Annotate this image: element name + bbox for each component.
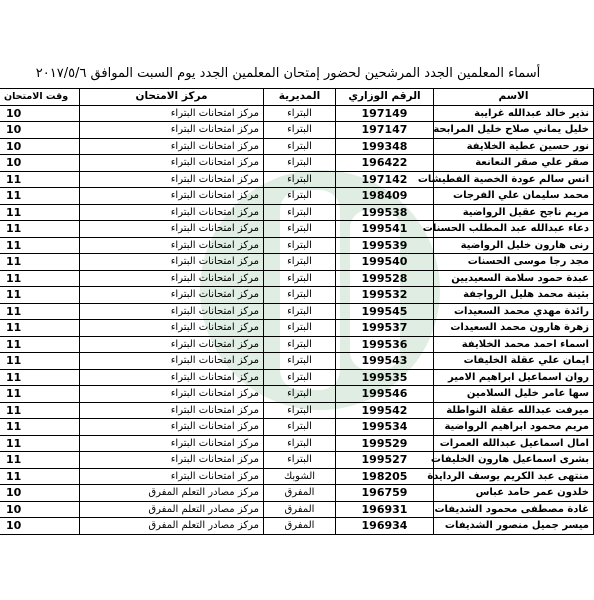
cell-name: غادة مصطفى محمود الشديفات bbox=[434, 501, 594, 518]
cell-name: ميرفت عبدالله عقلة النواطلة bbox=[434, 402, 594, 419]
cell-number: 199528 bbox=[336, 270, 434, 287]
cell-center: مركز امتحانات البتراء bbox=[80, 468, 264, 485]
table-header-row bbox=[0, 89, 594, 106]
cell-directorate: المفرق bbox=[264, 485, 336, 502]
cell-time: 11 bbox=[0, 287, 80, 304]
cell-center: مركز مصادر التعلم المفرق bbox=[80, 518, 264, 535]
cell-time: 11 bbox=[0, 303, 80, 320]
cell-center: مركز امتحانات البتراء bbox=[80, 402, 264, 419]
table-row bbox=[0, 369, 594, 386]
cell-directorate: الشوبك bbox=[264, 468, 336, 485]
cell-directorate: البتراء bbox=[264, 369, 336, 386]
cell-number: 197147 bbox=[336, 122, 434, 139]
cell-time: 11 bbox=[0, 402, 80, 419]
table-row bbox=[0, 435, 594, 452]
cell-name: منتهى عبد الكريم يوسف الردايدة bbox=[434, 468, 594, 485]
cell-number: 197149 bbox=[336, 105, 434, 122]
cell-number: 199348 bbox=[336, 138, 434, 155]
cell-name: مجد رجا موسى الحسنات bbox=[434, 254, 594, 271]
table-row bbox=[0, 171, 594, 188]
cell-directorate: البتراء bbox=[264, 402, 336, 419]
cell-time: 11 bbox=[0, 369, 80, 386]
cell-time: 11 bbox=[0, 237, 80, 254]
cell-center: مركز مصادر التعلم المفرق bbox=[80, 501, 264, 518]
cell-center: مركز امتحانات البتراء bbox=[80, 171, 264, 188]
cell-time: 11 bbox=[0, 270, 80, 287]
cell-directorate: البتراء bbox=[264, 138, 336, 155]
header-time: وقت الامتحان bbox=[0, 89, 80, 106]
cell-number: 199540 bbox=[336, 254, 434, 271]
cell-number: 199539 bbox=[336, 237, 434, 254]
cell-name: زهرة هارون محمد السعيدات bbox=[434, 320, 594, 337]
header-center: مركز الامتحان bbox=[80, 89, 264, 106]
cell-center: مركز امتحانات البتراء bbox=[80, 369, 264, 386]
cell-center: مركز امتحانات البتراء bbox=[80, 270, 264, 287]
table-row bbox=[0, 270, 594, 287]
cell-directorate: البتراء bbox=[264, 419, 336, 436]
cell-time: 10 bbox=[0, 485, 80, 502]
cell-center: مركز امتحانات البتراء bbox=[80, 287, 264, 304]
cell-time: 10 bbox=[0, 138, 80, 155]
cell-time: 11 bbox=[0, 419, 80, 436]
cell-directorate: المفرق bbox=[264, 518, 336, 535]
cell-directorate: البتراء bbox=[264, 188, 336, 205]
cell-time: 11 bbox=[0, 386, 80, 403]
table-row bbox=[0, 155, 594, 172]
cell-time: 10 bbox=[0, 105, 80, 122]
table-row bbox=[0, 353, 594, 370]
cell-directorate: البتراء bbox=[264, 171, 336, 188]
cell-name: رائدة مهدي محمد السعيدات bbox=[434, 303, 594, 320]
table-row bbox=[0, 336, 594, 353]
cell-name: ايمان علي عقلة الخليفات bbox=[434, 353, 594, 370]
cell-name: انس سالم عودة الخصية الفطيشات bbox=[434, 171, 594, 188]
cell-name: مريم ناجح عقيل الرواضية bbox=[434, 204, 594, 221]
cell-time: 11 bbox=[0, 320, 80, 337]
cell-directorate: البتراء bbox=[264, 386, 336, 403]
cell-time: 11 bbox=[0, 171, 80, 188]
cell-center: مركز امتحانات البتراء bbox=[80, 435, 264, 452]
table-row bbox=[0, 221, 594, 238]
cell-number: 196934 bbox=[336, 518, 434, 535]
cell-center: مركز امتحانات البتراء bbox=[80, 336, 264, 353]
cell-number: 199537 bbox=[336, 320, 434, 337]
cell-name: رنى هارون خليل الرواضية bbox=[434, 237, 594, 254]
cell-center: مركز امتحانات البتراء bbox=[80, 122, 264, 139]
cell-name: دعاء عبدالله عبد المطلب الحسنات bbox=[434, 221, 594, 238]
cell-directorate: البتراء bbox=[264, 353, 336, 370]
cell-time: 10 bbox=[0, 155, 80, 172]
cell-directorate: البتراء bbox=[264, 270, 336, 287]
table-row bbox=[0, 518, 594, 535]
cell-name: اسماء احمد محمد الخلايفة bbox=[434, 336, 594, 353]
cell-directorate: البتراء bbox=[264, 155, 336, 172]
cell-number: 199542 bbox=[336, 402, 434, 419]
table-row bbox=[0, 138, 594, 155]
cell-number: 199538 bbox=[336, 204, 434, 221]
cell-number: 199532 bbox=[336, 287, 434, 304]
cell-center: مركز امتحانات البتراء bbox=[80, 419, 264, 436]
cell-number: 196422 bbox=[336, 155, 434, 172]
candidates-table bbox=[0, 88, 594, 535]
cell-number: 196931 bbox=[336, 501, 434, 518]
cell-name: نذير خالد عبدالله غرايبة bbox=[434, 105, 594, 122]
table-row bbox=[0, 237, 594, 254]
cell-time: 11 bbox=[0, 468, 80, 485]
header-name: الاسم bbox=[434, 89, 594, 106]
table-row bbox=[0, 402, 594, 419]
cell-name: خلدون عمر حامد عباس bbox=[434, 485, 594, 502]
cell-name: مريم محمود ابراهيم الرواضية bbox=[434, 419, 594, 436]
cell-center: مركز امتحانات البتراء bbox=[80, 138, 264, 155]
table-row bbox=[0, 419, 594, 436]
header-directorate: المديرية bbox=[264, 89, 336, 106]
cell-name: امال اسماعيل عبدالله العمرات bbox=[434, 435, 594, 452]
cell-name: صقر علي صقر النعانعة bbox=[434, 155, 594, 172]
cell-directorate: البتراء bbox=[264, 336, 336, 353]
cell-time: 11 bbox=[0, 353, 80, 370]
table-row bbox=[0, 452, 594, 469]
cell-number: 199543 bbox=[336, 353, 434, 370]
cell-center: مركز امتحانات البتراء bbox=[80, 254, 264, 271]
cell-directorate: البتراء bbox=[264, 287, 336, 304]
cell-directorate: البتراء bbox=[264, 105, 336, 122]
cell-number: 197142 bbox=[336, 171, 434, 188]
cell-time: 10 bbox=[0, 122, 80, 139]
cell-time: 11 bbox=[0, 336, 80, 353]
cell-center: مركز امتحانات البتراء bbox=[80, 303, 264, 320]
cell-center: مركز مصادر التعلم المفرق bbox=[80, 485, 264, 502]
cell-center: مركز امتحانات البتراء bbox=[80, 188, 264, 205]
cell-directorate: البتراء bbox=[264, 452, 336, 469]
cell-time: 11 bbox=[0, 254, 80, 271]
cell-center: مركز امتحانات البتراء bbox=[80, 155, 264, 172]
cell-time: 11 bbox=[0, 452, 80, 469]
document-title: أسماء المعلمين الجدد المرشحين لحضور إمتحان المعلمين الجدد يوم السبت الموافق ٢٠١٧/٥/٦ bbox=[35, 66, 541, 81]
cell-directorate: البتراء bbox=[264, 122, 336, 139]
table-row bbox=[0, 204, 594, 221]
cell-number: 199545 bbox=[336, 303, 434, 320]
cell-center: مركز امتحانات البتراء bbox=[80, 204, 264, 221]
table-row bbox=[0, 122, 594, 139]
table-row bbox=[0, 188, 594, 205]
cell-name: ميسر جميل منصور الشديفات bbox=[434, 518, 594, 535]
cell-directorate: البتراء bbox=[264, 435, 336, 452]
table-row bbox=[0, 320, 594, 337]
cell-name: محمد سليمان علي الفرجات bbox=[434, 188, 594, 205]
cell-name: نور حسين عطية الخلايفة bbox=[434, 138, 594, 155]
cell-number: 199535 bbox=[336, 369, 434, 386]
cell-number: 199546 bbox=[336, 386, 434, 403]
cell-time: 11 bbox=[0, 188, 80, 205]
cell-number: 198409 bbox=[336, 188, 434, 205]
header-number: الرقم الوزاري bbox=[336, 89, 434, 106]
cell-number: 199529 bbox=[336, 435, 434, 452]
table-row bbox=[0, 501, 594, 518]
cell-directorate: البتراء bbox=[264, 320, 336, 337]
cell-name: خليل يماني صلاح خليل المرابحة bbox=[434, 122, 594, 139]
table-row bbox=[0, 303, 594, 320]
cell-center: مركز امتحانات البتراء bbox=[80, 105, 264, 122]
cell-directorate: البتراء bbox=[264, 221, 336, 238]
cell-center: مركز امتحانات البتراء bbox=[80, 452, 264, 469]
table-row bbox=[0, 105, 594, 122]
table-row bbox=[0, 287, 594, 304]
table-row bbox=[0, 254, 594, 271]
cell-name: روان اسماعيل ابراهيم الامير bbox=[434, 369, 594, 386]
cell-directorate: البتراء bbox=[264, 204, 336, 221]
table-row bbox=[0, 386, 594, 403]
cell-time: 11 bbox=[0, 435, 80, 452]
cell-number: 199536 bbox=[336, 336, 434, 353]
cell-name: بثينة محمد هليل الرواجفة bbox=[434, 287, 594, 304]
cell-number: 199534 bbox=[336, 419, 434, 436]
cell-time: 11 bbox=[0, 204, 80, 221]
cell-directorate: البتراء bbox=[264, 303, 336, 320]
cell-name: سها عامر خليل السلامين bbox=[434, 386, 594, 403]
cell-time: 11 bbox=[0, 221, 80, 238]
cell-center: مركز امتحانات البتراء bbox=[80, 237, 264, 254]
cell-number: 199527 bbox=[336, 452, 434, 469]
cell-number: 199541 bbox=[336, 221, 434, 238]
cell-directorate: المفرق bbox=[264, 501, 336, 518]
table-row bbox=[0, 468, 594, 485]
cell-number: 198205 bbox=[336, 468, 434, 485]
cell-name: عبدة حمود سلامة السعيديين bbox=[434, 270, 594, 287]
table-body bbox=[0, 105, 594, 534]
cell-directorate: البتراء bbox=[264, 237, 336, 254]
cell-number: 196759 bbox=[336, 485, 434, 502]
cell-center: مركز امتحانات البتراء bbox=[80, 221, 264, 238]
cell-name: بشرى اسماعيل هارون الخليفات bbox=[434, 452, 594, 469]
cell-center: مركز امتحانات البتراء bbox=[80, 386, 264, 403]
cell-time: 10 bbox=[0, 501, 80, 518]
cell-time: 10 bbox=[0, 518, 80, 535]
cell-center: مركز امتحانات البتراء bbox=[80, 353, 264, 370]
table-row bbox=[0, 485, 594, 502]
cell-directorate: البتراء bbox=[264, 254, 336, 271]
cell-center: مركز امتحانات البتراء bbox=[80, 320, 264, 337]
